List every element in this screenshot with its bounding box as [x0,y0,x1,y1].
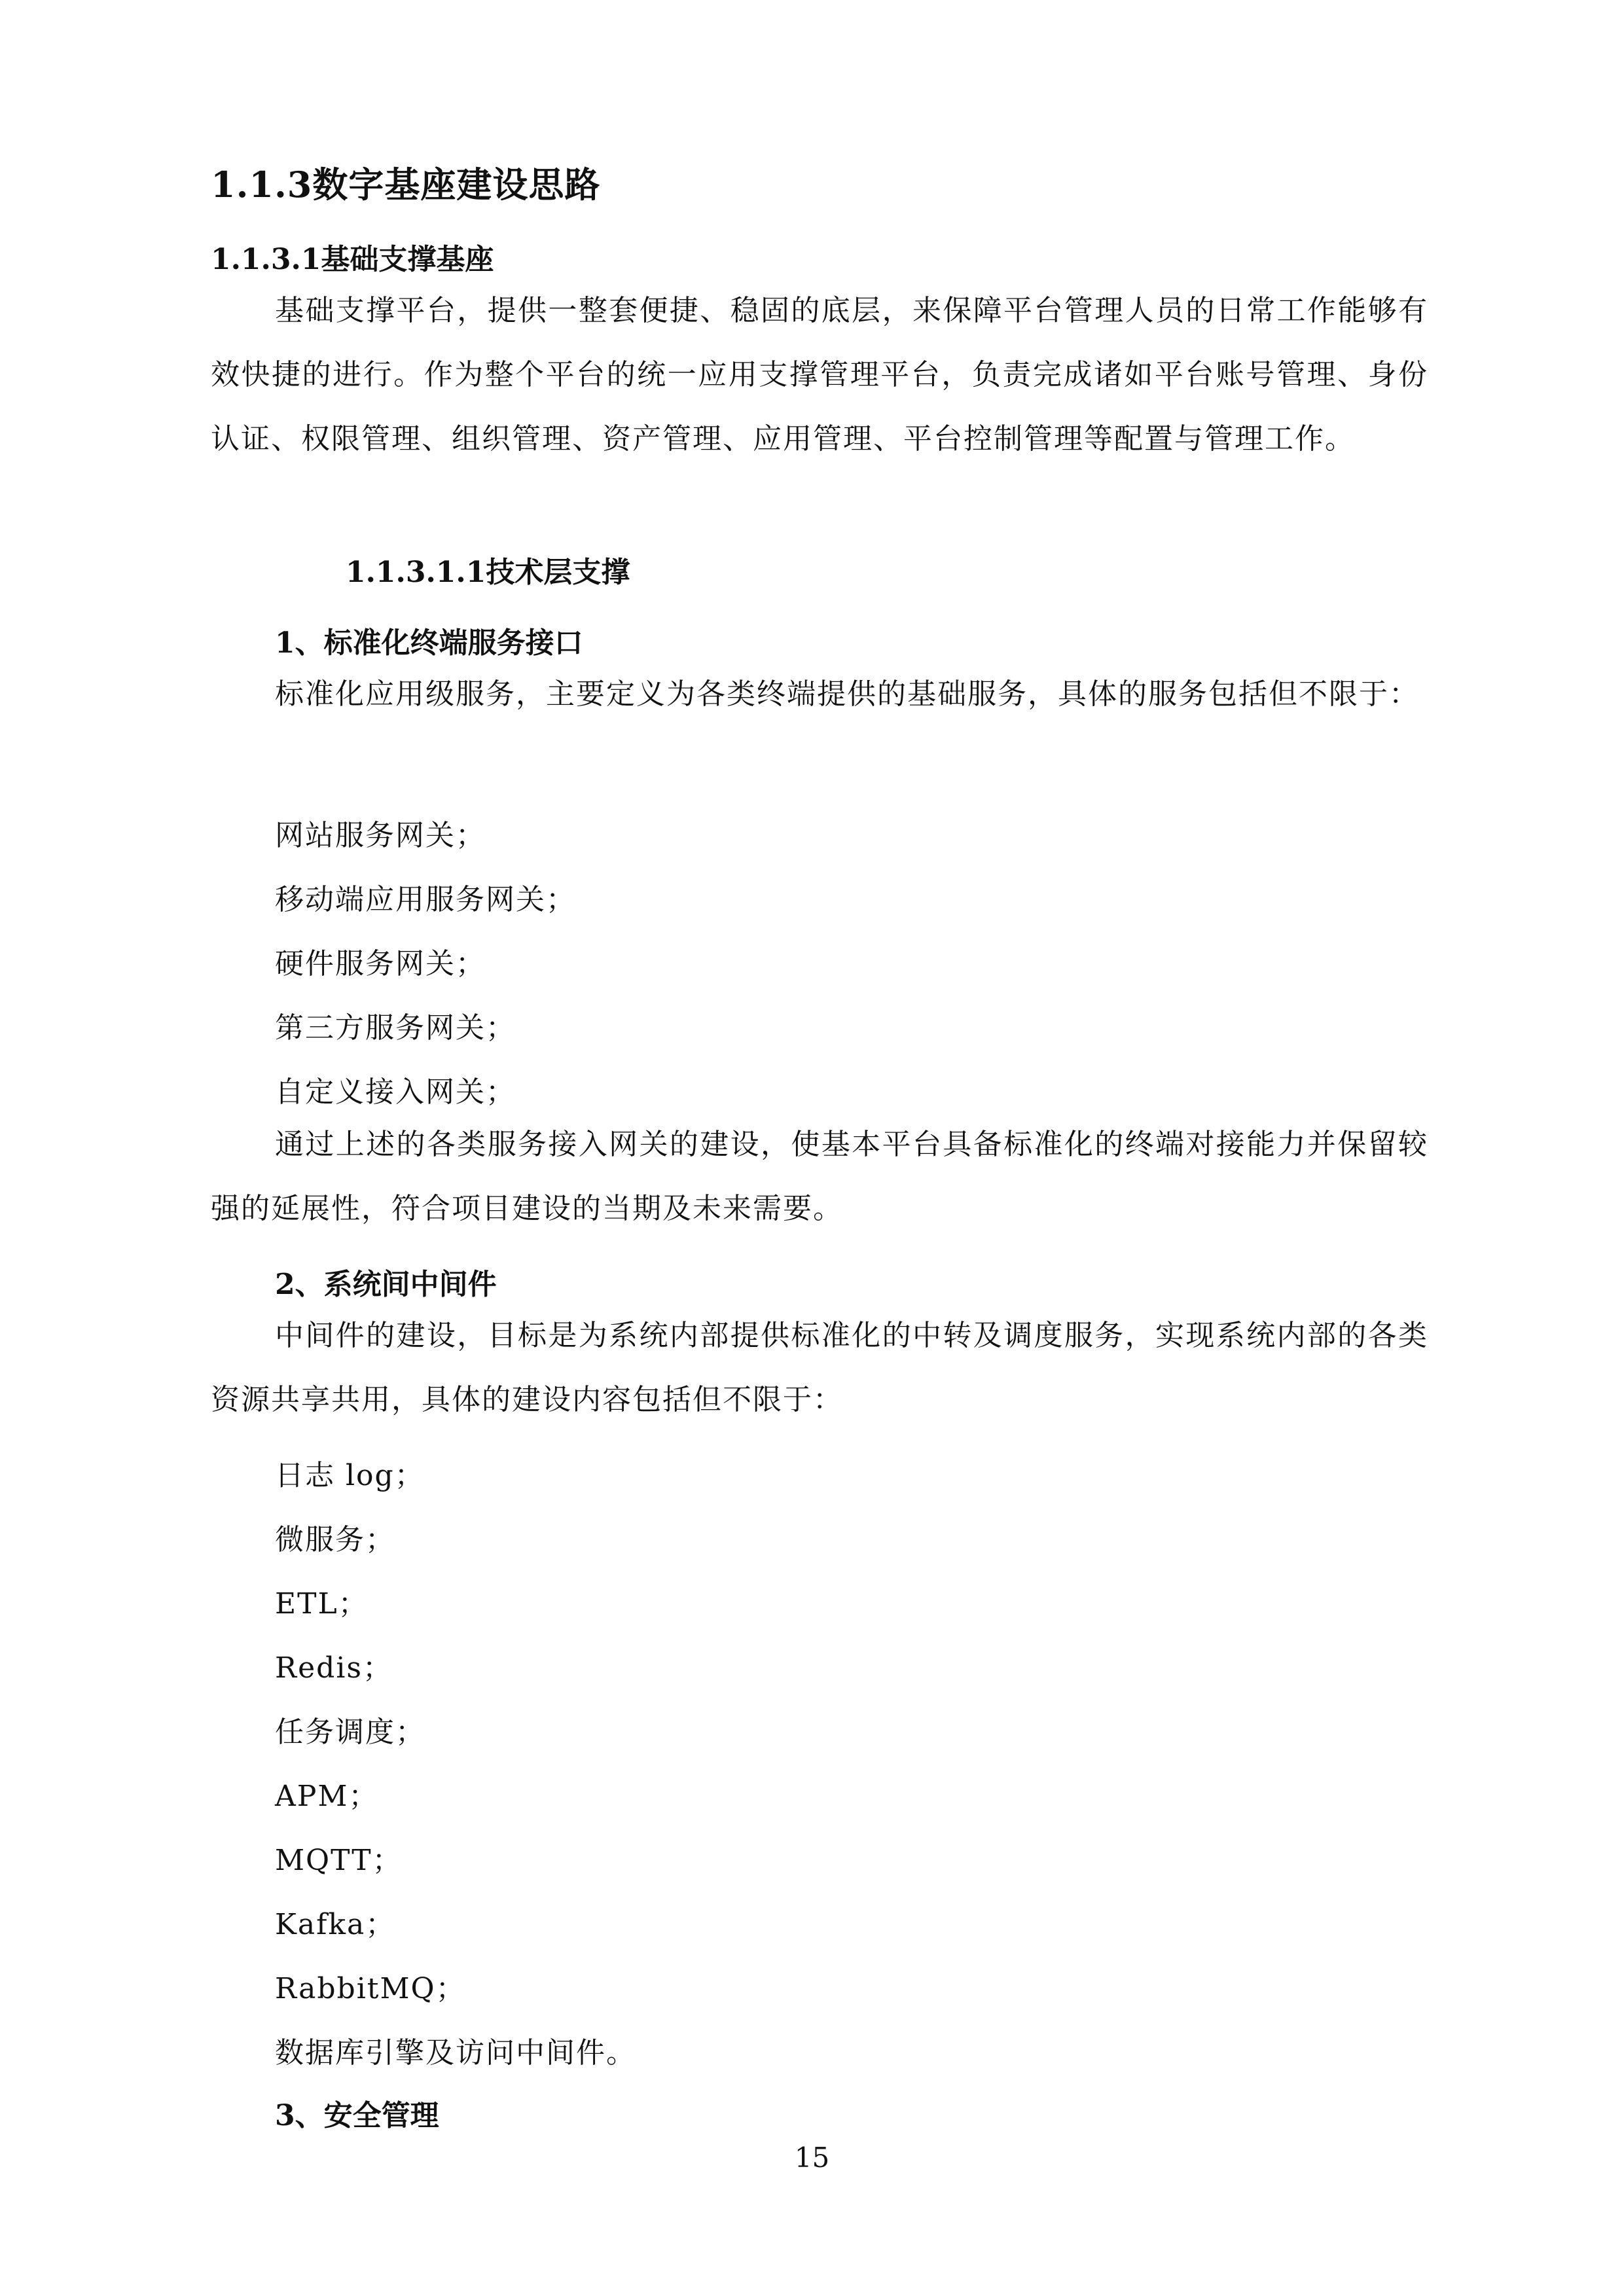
page-number: 15 [794,2142,830,2174]
subsubsection-heading: 1.1.3.1.1技术层支撑 [346,556,630,589]
part-2-list-item: 微服务； [275,1523,395,1556]
part-2-intro-paragraph: 中间件的建设，目标是为系统内部提供标准化的中转及调度服务，实现系统内部的各类资源共享共用，具体的建设内容包括但不限于： [211,1319,1428,1416]
section-heading: 1.1.3数字基座建设思路 [211,164,601,206]
part-2-list-item: APM； [275,1780,379,1813]
part-2-list-item: Redis； [275,1651,393,1685]
part-1-list-item: 移动端应用服务网关； [275,883,576,916]
part-2-list-item: ETL； [275,1587,369,1621]
part-2-list-item: RabbitMQ； [275,1972,466,2005]
part-2-list-item: 任务调度； [275,1715,425,1749]
part-1-list-item: 网站服务网关； [275,819,486,852]
part-1-list-item: 硬件服务网关； [275,947,486,980]
part-1-title: 1、标准化终端服务接口 [275,626,583,660]
part-1-list-item: 第三方服务网关； [275,1011,516,1045]
part-2-list-item: 日志 log； [275,1459,425,1492]
part-2-title: 2、系统间中间件 [275,1268,497,1301]
part-3-title: 3、安全管理 [275,2099,439,2132]
subsection-heading: 1.1.3.1基础支撑基座 [211,243,494,276]
part-2-list-item: Kafka； [275,1908,396,1941]
subsection-intro-paragraph: 基础支撑平台，提供一整套便捷、稳固的底层，来保障平台管理人员的日常工作能够有效快捷的进行。作为整个平台的统一应用支撑管理平台，负责完成诸如平台账号管理、身份认证、权限管理、组织管理、资产管理、应用管理、平台控制管理等配置与管理工作。 [211,294,1428,456]
part-1-intro-paragraph: 标准化应用级服务，主要定义为各类终端提供的基础服务，具体的服务包括但不限于： [275,677,1419,711]
part-1-list-item: 自定义接入网关； [275,1075,516,1109]
part-2-list-item: 数据库引擎及访问中间件。 [275,2036,636,2070]
part-2-list-item: MQTT； [275,1844,403,1877]
part-1-summary-paragraph: 通过上述的各类服务接入网关的建设，使基本平台具备标准化的终端对接能力并保留较强的延展性，符合项目建设的当期及未来需要。 [211,1128,1428,1225]
